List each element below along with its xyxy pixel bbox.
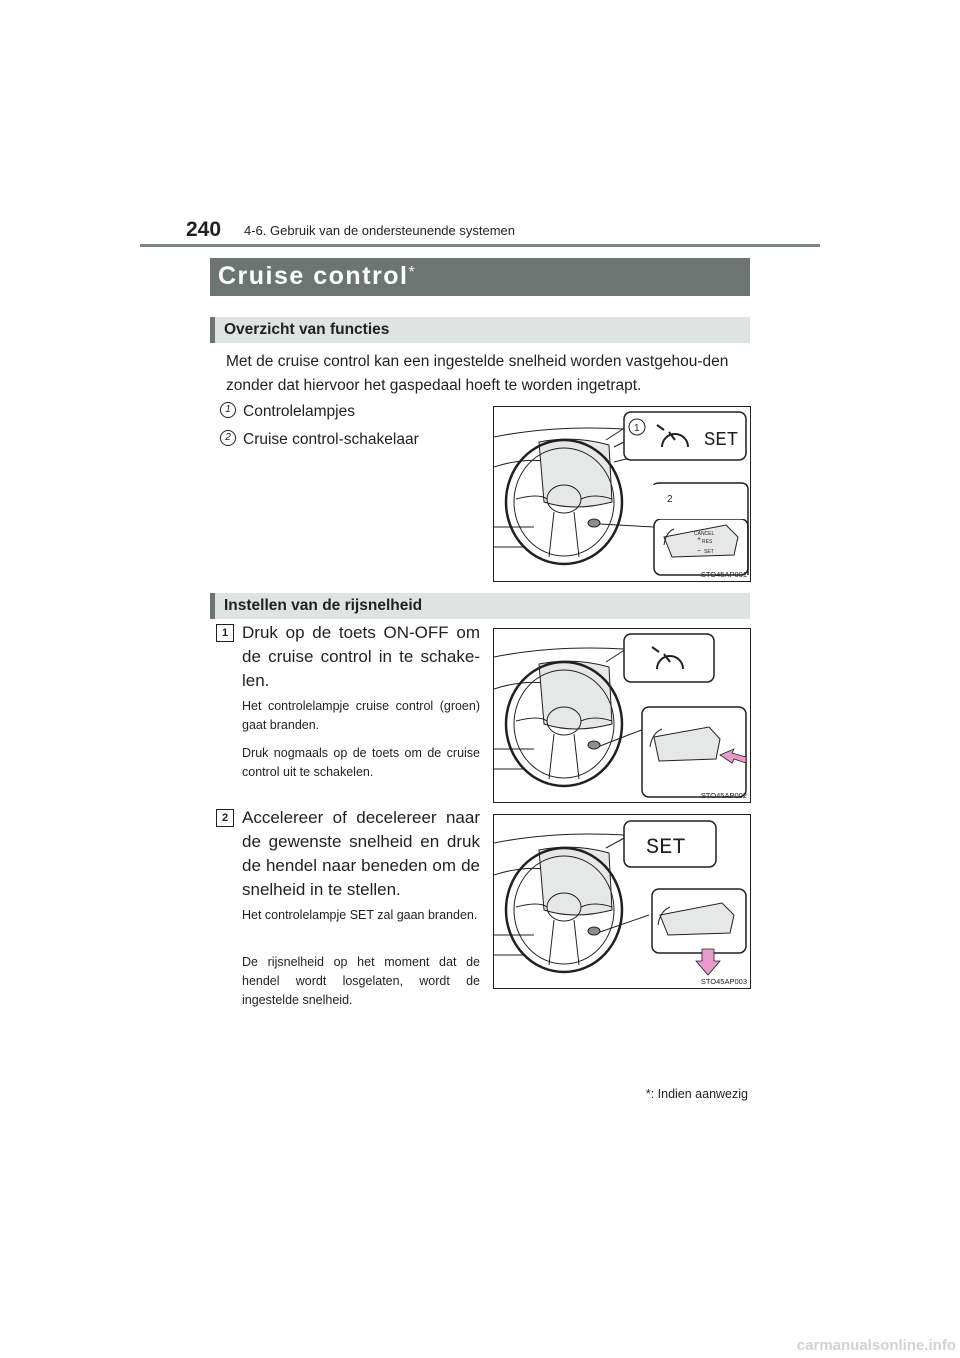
figure-code: STO45AP002 [700,791,747,800]
step-note: Het controlelampje SET zal gaan branden. [242,908,478,922]
callout-number: 2 [667,494,673,505]
section-heading-set-speed [210,593,750,619]
figure-step-2 [493,814,751,989]
figure-code: STO45AP001 [700,570,747,579]
figure-step-1 [493,628,751,803]
dashboard-illustration [494,629,750,802]
step-number: 1 [216,624,234,642]
item-label-switch: Cruise control-schakelaar [243,431,419,448]
watermark: carmanualsonline.info [796,1337,956,1354]
set-indicator-text: SET [646,835,686,860]
section-accent [210,317,215,343]
lever-label-cancel: CANCEL [694,531,715,537]
lever-label-res: RES [702,539,713,545]
footnote-text: : Indien aanwezig [650,1087,748,1101]
step-note: Het controlelampje cruise control (groen) gaat branden. [242,699,480,732]
lever-minus: − [697,548,702,555]
intro-paragraph: Met de cruise control kan een ingestelde snelheid worden vastgehou-den zonder dat hiervoor het gaspedaal hoeft te worden ingetrapt. [226,353,729,394]
cruise-lever [658,903,734,935]
dashboard-illustration [494,407,750,581]
item-number: 2 [220,430,236,446]
section-heading-overview [210,317,750,343]
callout-number: 1 [634,423,640,434]
chapter-title: 4-6. Gebruik van de ondersteunende systemen [244,223,516,238]
section-heading-label: Overzicht van functies [224,321,390,338]
lever-plus: + [697,536,702,543]
header-divider [140,244,820,247]
section-accent [210,593,215,619]
indicator-callout-box [624,634,714,682]
asterisk-marker: * [408,264,417,281]
dashboard-illustration [494,815,750,988]
footnote [646,1087,748,1101]
section-heading-label: Instellen van de rijsnelheid [224,597,423,614]
figure-code: STO45AP003 [700,977,747,986]
item-number: 1 [220,402,236,418]
page-title-bar [210,258,750,296]
step-note: Druk nogmaals op de toets om de cruise control uit te schakelen. [242,746,480,779]
step-number: 2 [216,809,234,827]
step-instruction: Accelereer of decelereer naar de gewenste snelheid en druk de hendel naar beneden om de snelheid in te stellen. [242,808,480,899]
lever-label-set: SET [704,549,714,555]
set-indicator-text: SET [704,429,739,451]
item-label-indicators: Controlelampjes [243,403,355,420]
page-title-text: Cruise control [218,262,409,290]
page-number: 240 [186,218,222,241]
step-note: De rijsnelheid op het moment dat de hendel wordt losgelaten, wordt de ingestelde snelheid. [242,955,480,1007]
figure-overview [493,406,751,582]
step-instruction: Druk op de toets ON-OFF om de cruise control in te schake-len. [242,623,480,690]
footnote-marker: * [645,1087,651,1101]
page-title [218,262,417,291]
